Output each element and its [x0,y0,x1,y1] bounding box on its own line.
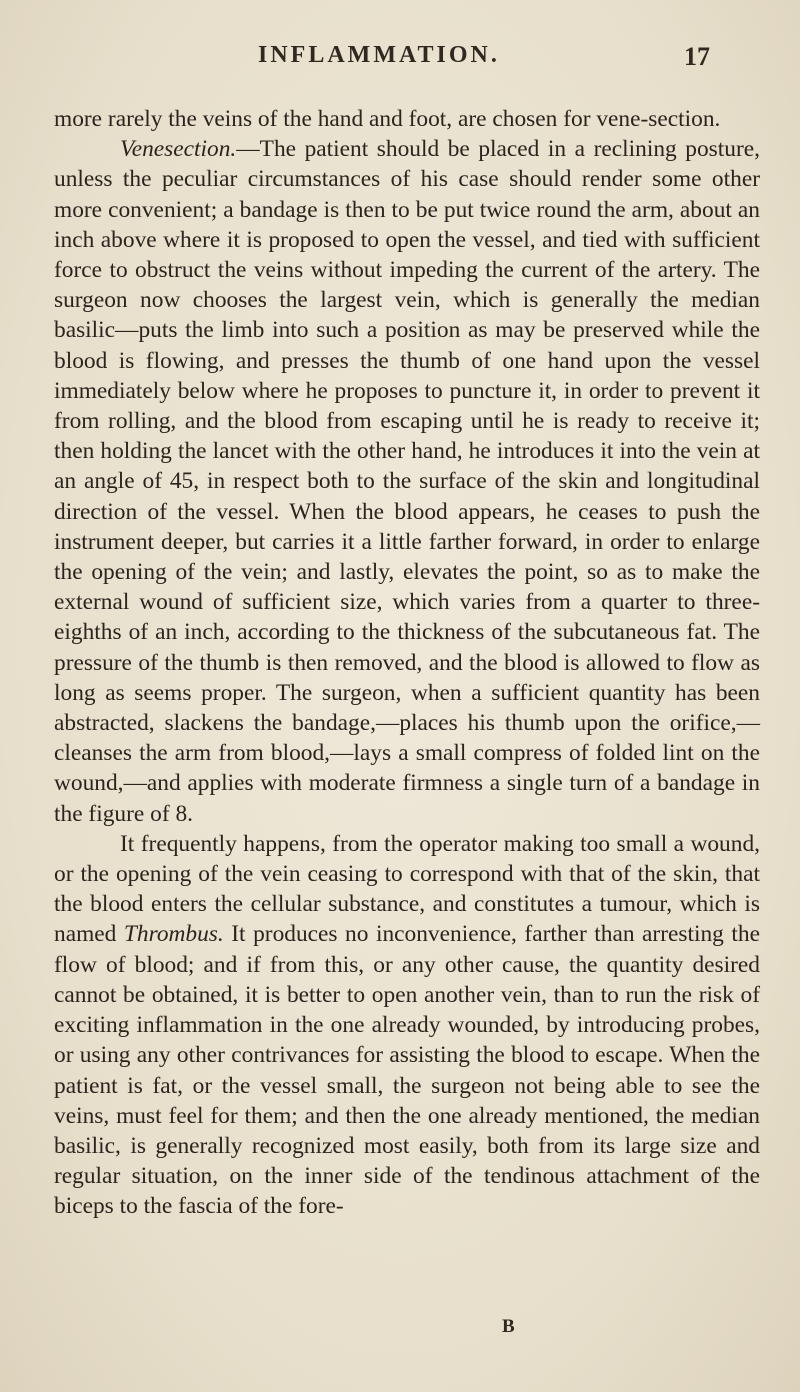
running-title: INFLAMMATION. [258,42,500,68]
paragraph-thrombus [54,829,760,1222]
page-number: 17 [684,42,710,71]
running-head [0,42,800,82]
paragraph-continuation: more rarely the veins of the hand and foot, are chosen for vene-section. [54,106,721,132]
paragraph-venesection [54,134,760,829]
paragraph-thrombus-text-b: It produces no inconvenience, farther than arresting the flow of blood; and if from this, or any other cause, the quantity desired cannot be obtained, it is better to open another vein, than to run the risk of exciting inflammation in the one already wounded, by introducing probes, or using any other contrivances for assisting the blood to escape. When the patient is fat, or the vessel small, the surgeon not being able to see the veins, must feel for them; and then the one already mentioned, the median basilic, is generally recognized most easily, both from its large size and regular situation, on the inner side of the tendinous attachment of the biceps to the fascia of the fore- [54,921,760,1220]
body-text [54,104,760,1222]
paragraph-venesection-text: —The patient should be placed in a reclining posture, unless the peculiar circumstances of his case should render some other more convenient; a bandage is then to be put twice round the arm, about an inch above where it is proposed to open the vessel, and tied with sufficient force to obstruct the veins without impeding the current of the artery. The surgeon now chooses the largest vein, which is generally the median basilic—puts the limb into such a position as may be preserved while the blood is flowing, and presses the thumb of one hand upon the vessel immediately below where he proposes to puncture it, in order to prevent it from rolling, and the blood from escaping until he is ready to receive it; then holding the lancet with the other hand, he introduces it into the vein at an angle of 45, in respect both to the surface of the skin and longitudinal direction of the vessel. When the blood appears, he ceases to push the instrument deeper, but carries it a little farther forward, in order to enlarge the opening of the vein; and lastly, elevates the point, so as to make the external wound of sufficient size, which varies from a quarter to three-eighths of an inch, according to the thickness of the subcutaneous fat. The pressure of the thumb is then removed, and the blood is allowed to flow as long as seems proper. The surgeon, when a sufficient quantity has been abstracted, slackens the bandage,—places his thumb upon the orifice,—cleanses the arm from blood,—lays a small compress of folded lint on the wound,—and applies with moderate firmness a single turn of a bandage in the figure of 8. [54,136,760,827]
paragraph-thrombus-text-a: It frequently happens, from the operator making too small a wound, or the opening of the vein ceasing to correspond with that of the skin, that the blood enters the cellular substance, and constitutes a tumour, which is named [54,830,760,948]
signature-mark: B [502,1316,515,1337]
term-thrombus: Thrombus. [123,921,224,948]
section-heading-venesection: Venesection. [120,136,237,163]
